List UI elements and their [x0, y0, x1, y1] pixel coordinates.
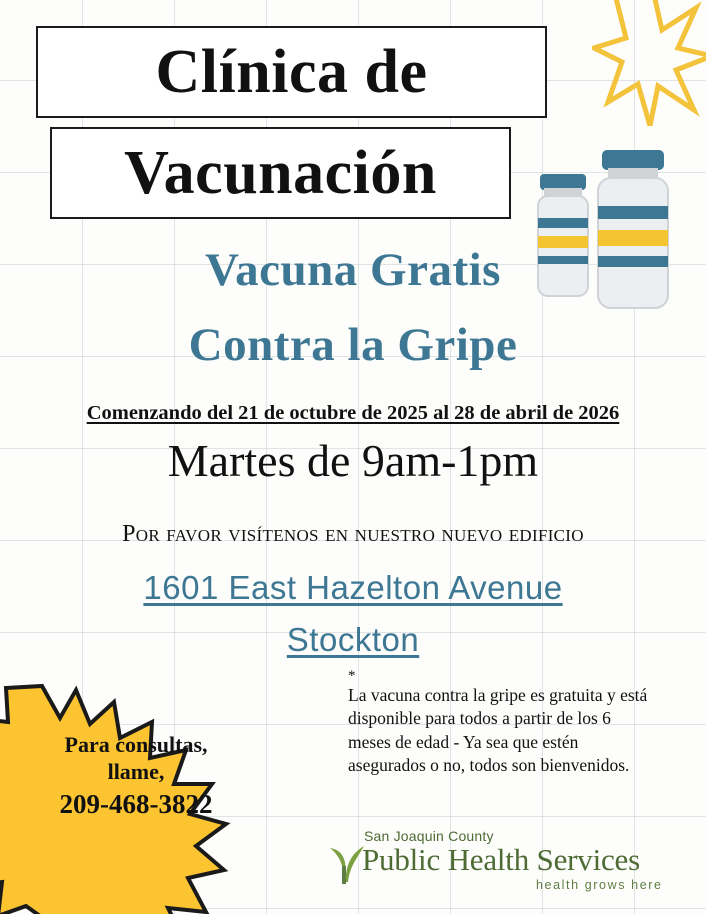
phone-callout — [0, 732, 272, 821]
day-time-text: Martes de 9am-1pm — [167, 435, 539, 486]
headline-against-flu: Contra la Gripe — [188, 319, 518, 371]
poster-title-line-2: Vacunación — [50, 127, 511, 219]
callout-phone-number: 209-468-3822 — [59, 788, 213, 819]
logo-county-name: San Joaquin County — [364, 828, 494, 844]
star-burst-icon — [592, 0, 706, 126]
date-range-text: Comenzando del 21 de octubre de 2025 al 28 de abril de 2026 — [86, 402, 620, 424]
tree-leaf-icon — [322, 830, 366, 886]
address-city: Stockton — [286, 621, 420, 658]
callout-line-1: Para consultas, — [64, 732, 208, 757]
sjc-public-health-logo — [322, 826, 674, 906]
logo-department-name: Public Health Services — [362, 842, 640, 877]
visit-us-text: Por favor visítenos en nuestro nuevo edificio — [122, 521, 584, 547]
logo-tagline: health grows here — [536, 878, 663, 892]
disclaimer-asterisk: * — [348, 668, 356, 684]
poster-title-line-1: Clínica de — [36, 26, 547, 118]
callout-line-2: llame, — [107, 758, 165, 784]
address-street: 1601 East Hazelton Avenue — [143, 569, 563, 606]
disclaimer-text: La vacuna contra la gripe es gratuita y está disponible para todos a partir de los 6 meses de edad - Ya sea que estén asegurados o no, todos son bienvenidos. — [348, 685, 648, 775]
headline-free-vaccine: Vacuna Gratis — [205, 244, 501, 296]
